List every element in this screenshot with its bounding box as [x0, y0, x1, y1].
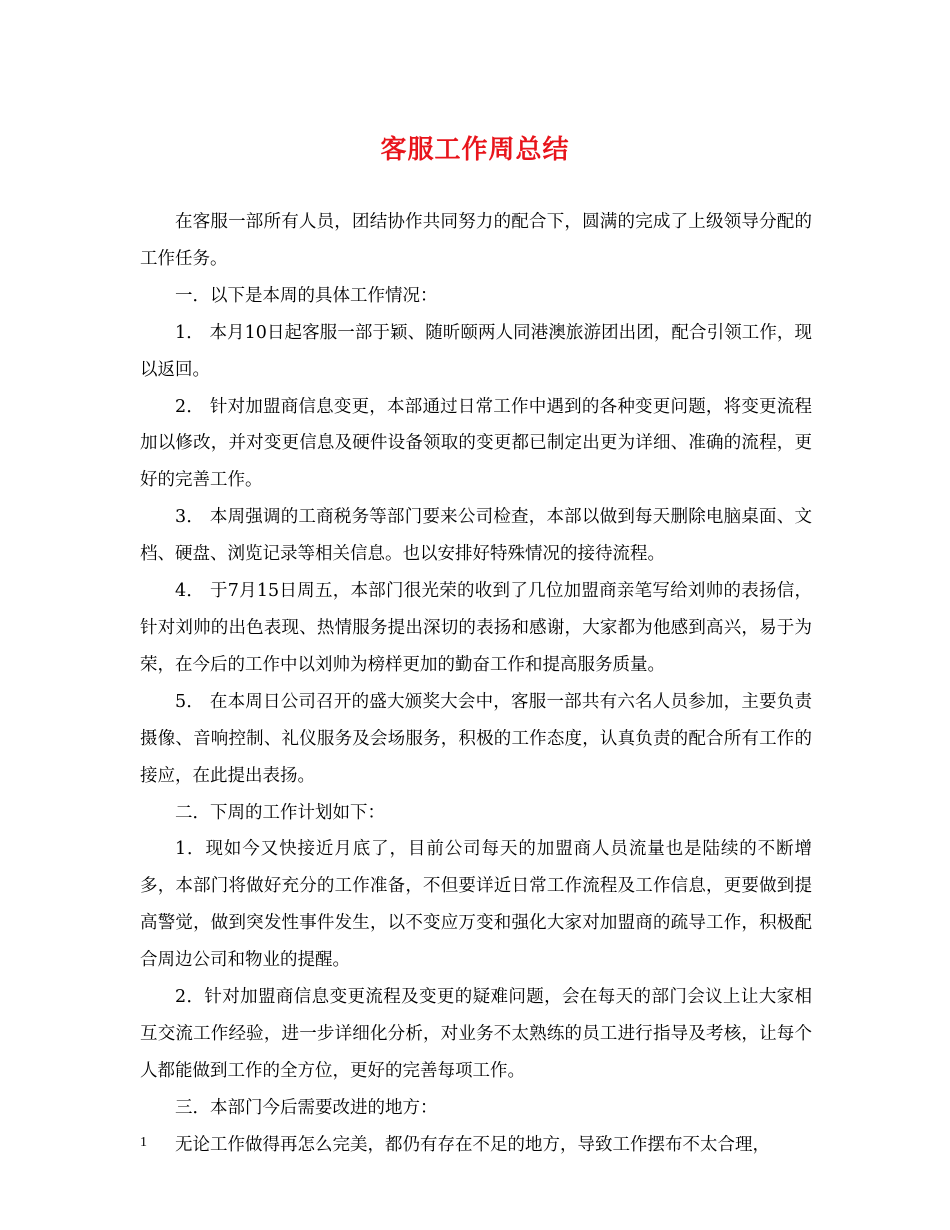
- document-title: 客服工作周总结: [380, 135, 570, 165]
- paragraph-item-5: 5． 在本周日公司召开的盛大颁奖大会中，客服一部共有六名人员参加，主要负责摄像、音响控制、礼仪服务及会场服务，积极的工作态度，认真负责的配合所有工作的接应，在此提出表扬。: [140, 691, 812, 786]
- section-heading-next-week: 二．下周的工作计划如下：: [175, 802, 385, 823]
- page-number: 1: [140, 1135, 147, 1150]
- paragraph-intro: 在客服一部所有人员，团结协作共同努力的配合下，圆满的完成了上级领导分配的工作任务。: [140, 212, 812, 269]
- paragraph-item-1: 1． 本月10日起客服一部于颖、随昕颐两人同港澳旅游团出团，配合引领工作，现以返回。: [140, 322, 812, 380]
- paragraph-improvements: 无论工作做得再怎么完美，都仍有存在不足的地方，导致工作摆布不太合理，: [175, 1134, 770, 1155]
- paragraph-plan-1: 1．现如今又快接近月底了，目前公司每天的加盟商人员流量也是陆续的不断增多，本部门将做好充分的工作准备，不但要详近日常工作流程及工作信息，更要做到提高警觉，做到突发性事件发生，以不变应万变和强化大家对加盟商的疏导工作，积极配合周边公司和物业的提醒。: [140, 839, 812, 971]
- paragraph-item-4: 4． 于7月15日周五，本部门很光荣的收到了几位加盟商亲笔写给刘帅的表扬信，针对刘帅的出色表现、热情服务提出深切的表扬和感谢，大家都为他感到高兴，易于为荣，在今后的工作中以刘帅为榜样更加的勤奋工作和提高服务质量。: [140, 581, 812, 675]
- paragraph-item-2: 2． 针对加盟商信息变更，本部通过日常工作中遇到的各种变更问题，将变更流程加以修改，并对变更信息及硬件设备领取的变更都已制定出更为详细、准确的流程，更好的完善工作。: [140, 396, 812, 491]
- paragraph-item-3: 3． 本周强调的工商税务等部门要来公司检查，本部以做到每天删除电脑桌面、文档、硬盘、浏览记录等相关信息。也以安排好特殊情况的接待流程。: [140, 507, 812, 565]
- document-body: [140, 204, 812, 1164]
- section-heading-this-week: 一．以下是本周的具体工作情况：: [175, 285, 438, 306]
- paragraph-plan-2: 2．针对加盟商信息变更流程及变更的疑难问题，会在每天的部门会议上让大家相互交流工作经验，进一步详细化分析，对业务不太熟练的员工进行指导及考核，让每个人都能做到工作的全方位，更好的完善每项工作。: [140, 987, 812, 1081]
- section-heading-improvements: 三．本部门今后需要改进的地方：: [175, 1097, 438, 1118]
